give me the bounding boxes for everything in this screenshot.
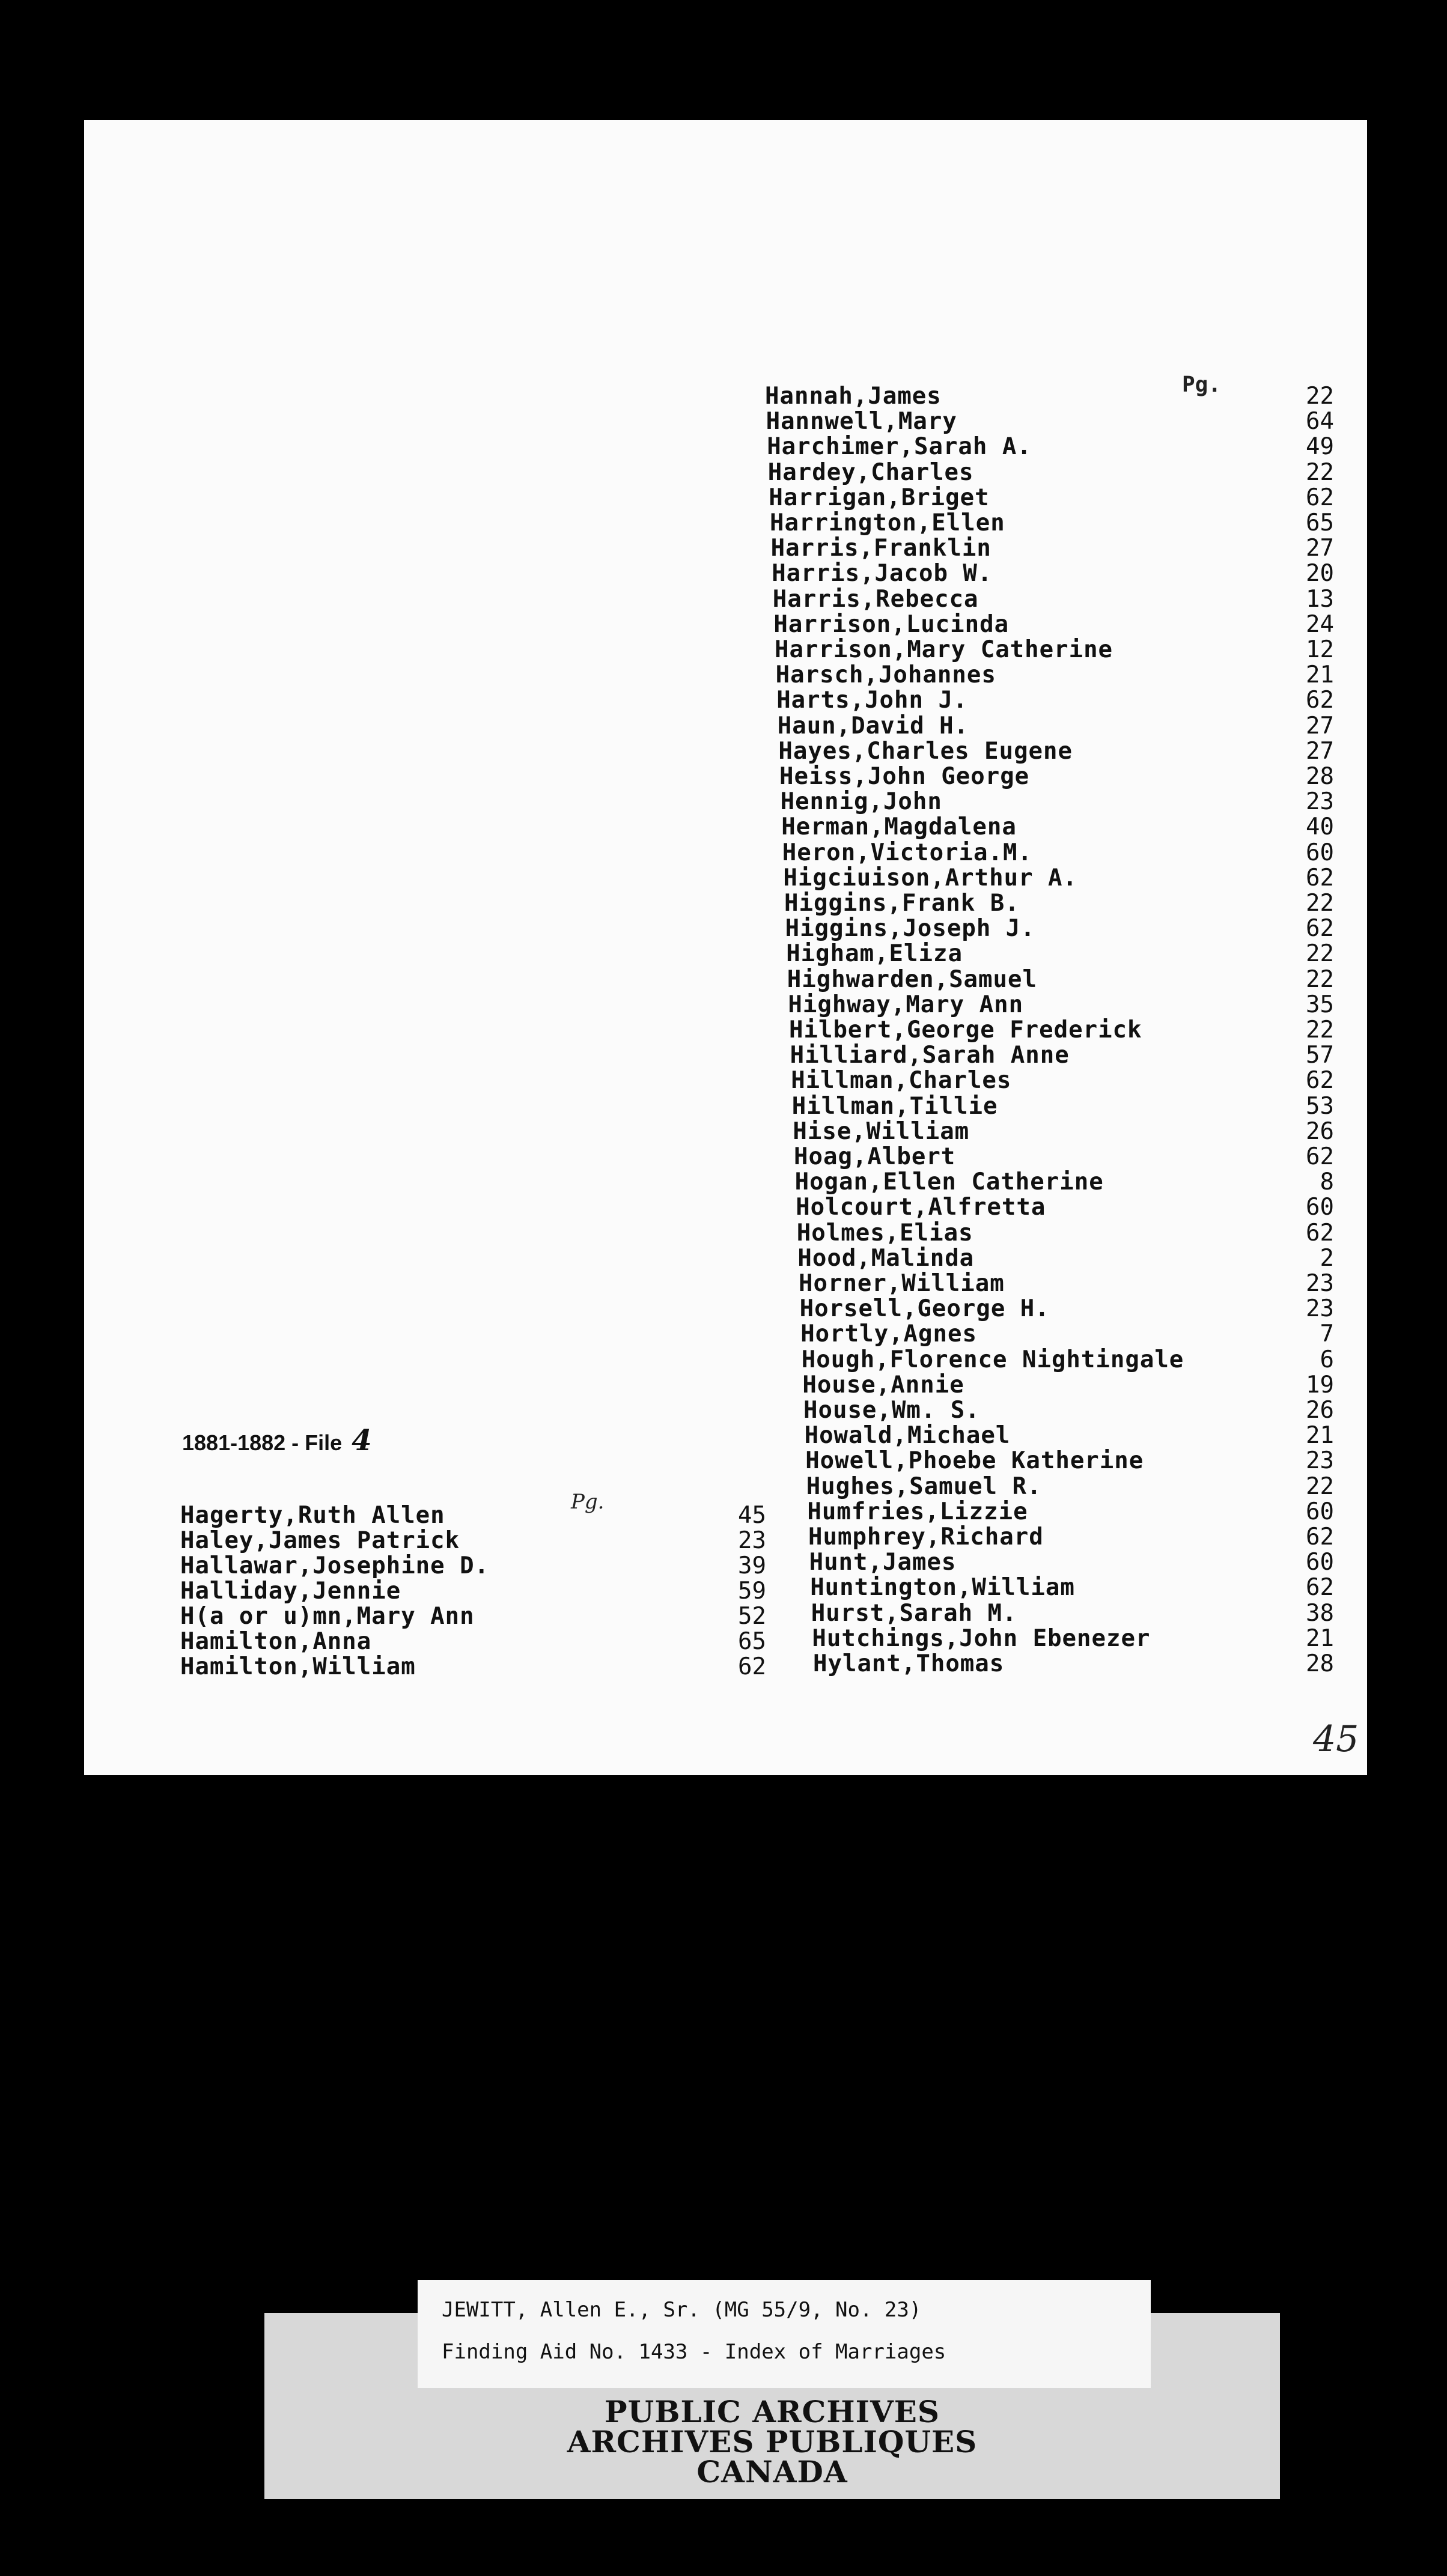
- index-entry-name: Harrigan,Briget: [769, 484, 990, 511]
- index-entry-page: 21: [1306, 661, 1334, 689]
- index-entry-page: 62: [1306, 1523, 1334, 1551]
- index-entry-page: 22: [1306, 1016, 1334, 1043]
- index-entry-page: 22: [1306, 458, 1334, 486]
- index-entry-name: Higciuison,Arthur A.: [783, 864, 1077, 892]
- index-entry-page: 27: [1306, 712, 1334, 740]
- index-entry-name: Highway,Mary Ann: [788, 991, 1024, 1018]
- index-entry-name: Heiss,John George: [779, 763, 1030, 790]
- index-entry-page: 62: [738, 1653, 766, 1680]
- index-entry-name: Hortly,Agnes: [800, 1320, 977, 1348]
- index-entry-name: Humfries,Lizzie: [807, 1498, 1028, 1525]
- index-entry-name: Hannah,James: [765, 383, 942, 410]
- index-entry-page: 62: [1306, 1067, 1334, 1095]
- index-entry-page: 23: [1306, 1447, 1334, 1475]
- index-entry-page: 62: [1306, 687, 1334, 714]
- index-entry-name: Horsell,George H.: [799, 1295, 1050, 1323]
- file-heading-text: 1881-1882 - File: [182, 1430, 343, 1455]
- index-entry-page: 53: [1306, 1092, 1334, 1120]
- index-entry-page: 13: [1306, 585, 1334, 613]
- stamp-line-2: ARCHIVES PUBLIQUES: [567, 2424, 978, 2459]
- index-entry-page: 60: [1306, 1549, 1334, 1576]
- label-line-1: JEWITT, Allen E., Sr. (MG 55/9, No. 23): [442, 2298, 922, 2322]
- index-entry-name: Howell,Phoebe Katherine: [805, 1447, 1144, 1475]
- index-entry-page: 38: [1306, 1599, 1334, 1627]
- index-entry-name: House,Wm. S.: [803, 1397, 980, 1424]
- index-entry-page: 39: [738, 1552, 766, 1579]
- index-page: [84, 120, 1367, 1775]
- index-entry-page: 65: [738, 1628, 766, 1655]
- index-entry-name: H(a or u)mn,Mary Ann: [180, 1603, 475, 1630]
- index-entry-name: Hallawar,Josephine D.: [180, 1552, 490, 1579]
- label-line-2: Finding Aid No. 1433 - Index of Marriages: [442, 2340, 946, 2364]
- index-entry-name: Hillman,Tillie: [791, 1092, 998, 1120]
- pg-label-left: Pg.: [571, 1490, 605, 1514]
- index-entry-name: Hurst,Sarah M.: [811, 1599, 1017, 1627]
- index-entry-name: Harrington,Ellen: [770, 509, 1005, 536]
- index-entry-page: 21: [1306, 1422, 1334, 1450]
- index-entry-page: 35: [1306, 991, 1334, 1018]
- index-entry-page: 23: [1306, 1295, 1334, 1323]
- index-entry-page: 28: [1306, 763, 1334, 790]
- index-entry-name: Hood,Malinda: [797, 1244, 975, 1272]
- index-entry-page: 19: [1306, 1371, 1334, 1399]
- index-entry-name: Higgins,Joseph J.: [785, 915, 1035, 943]
- index-entry-page: 6: [1320, 1346, 1334, 1373]
- page-mark: 45: [1313, 1718, 1359, 1760]
- index-entry-page: 22: [1306, 890, 1334, 917]
- index-entry-name: Hagerty,Ruth Allen: [180, 1502, 445, 1529]
- index-entry-page: 62: [1306, 484, 1334, 511]
- index-entry-page: 22: [1306, 965, 1334, 993]
- pg-label-right: Pg.: [1182, 372, 1222, 397]
- index-entry-name: Herman,Magdalena: [781, 813, 1017, 841]
- index-entry-page: 22: [1306, 1472, 1334, 1500]
- stamp-line-1: PUBLIC ARCHIVES: [605, 2394, 940, 2429]
- index-entry-name: Hylant,Thomas: [813, 1650, 1005, 1677]
- index-entry-page: 26: [1306, 1117, 1334, 1145]
- index-entry-page: 7: [1320, 1320, 1334, 1348]
- index-entry-page: 60: [1306, 839, 1334, 866]
- index-entry-page: 60: [1306, 1194, 1334, 1221]
- index-entry-name: Hoag,Albert: [794, 1143, 956, 1170]
- index-entry-name: Harrison,Mary Catherine: [775, 636, 1113, 663]
- index-entry-name: Harrison,Lucinda: [773, 610, 1010, 638]
- index-entry-page: 21: [1306, 1624, 1334, 1652]
- index-entry-name: Holcourt,Alfretta: [796, 1194, 1046, 1221]
- index-entry-name: Hayes,Charles Eugene: [778, 737, 1073, 765]
- index-entry-name: Harts,John J.: [776, 687, 968, 714]
- index-entry-page: 23: [738, 1527, 766, 1554]
- index-entry-page: 23: [1306, 1270, 1334, 1297]
- index-entry-page: 65: [1306, 509, 1334, 536]
- index-entry-name: Hogan,Ellen Catherine: [794, 1168, 1104, 1196]
- index-entry-name: Hamilton,William: [180, 1653, 416, 1680]
- index-entry-page: 24: [1306, 610, 1334, 638]
- index-entry-name: Heron,Victoria.M.: [782, 839, 1032, 866]
- index-entry-page: 59: [738, 1578, 766, 1605]
- index-entry-name: Highwarden,Samuel: [787, 965, 1037, 993]
- index-entry-page: 27: [1306, 737, 1334, 765]
- index-entry-name: Holmes,Elias: [796, 1219, 973, 1247]
- index-entry-name: Hardey,Charles: [767, 458, 974, 486]
- index-entry-page: 12: [1306, 636, 1334, 663]
- index-entry-page: 45: [738, 1502, 766, 1529]
- index-entry-page: 22: [1306, 383, 1334, 410]
- index-entry-name: Hamilton,Anna: [180, 1628, 372, 1655]
- archive-label-card: [418, 2280, 1151, 2388]
- index-entry-name: House,Annie: [802, 1371, 964, 1399]
- index-entry-name: Harris,Rebecca: [772, 585, 979, 613]
- index-entry-page: 62: [1306, 864, 1334, 892]
- index-entry-name: Horner,William: [799, 1270, 1005, 1297]
- index-entry-name: Hise,William: [793, 1117, 970, 1145]
- index-entry-name: Hughes,Samuel R.: [806, 1472, 1042, 1500]
- index-entry-name: Hilbert,George Frederick: [789, 1016, 1142, 1043]
- index-entry-page: 27: [1306, 535, 1334, 562]
- index-entry-name: Harris,Jacob W.: [772, 560, 993, 588]
- index-entry-page: 62: [1306, 1143, 1334, 1170]
- index-entry-page: 26: [1306, 1397, 1334, 1424]
- stamp-line-3: CANADA: [696, 2454, 848, 2489]
- index-entry-page: 20: [1306, 560, 1334, 588]
- index-entry-page: 28: [1306, 1650, 1334, 1677]
- index-entry-page: 52: [738, 1603, 766, 1630]
- index-entry-name: Harris,Franklin: [770, 535, 992, 562]
- index-entry-page: 49: [1306, 433, 1334, 461]
- file-heading-number: 4: [352, 1424, 372, 1457]
- index-entry-name: Hennig,John: [780, 788, 942, 816]
- index-entry-name: Hough,Florence Nightingale: [801, 1346, 1184, 1373]
- index-entry-name: Haun,David H.: [777, 712, 969, 740]
- index-entry-name: Higgins,Frank B.: [784, 890, 1020, 917]
- index-entry-name: Higham,Eliza: [786, 940, 963, 968]
- index-entry-name: Halliday,Jennie: [180, 1578, 401, 1605]
- file-heading: [182, 1424, 372, 1457]
- index-entry-page: 8: [1320, 1168, 1334, 1196]
- index-entry-name: Howald,Michael: [804, 1422, 1011, 1450]
- index-entry-name: Haley,James Patrick: [180, 1527, 460, 1554]
- index-entry-page: 62: [1306, 1574, 1334, 1602]
- index-entry-name: Harchimer,Sarah A.: [767, 433, 1032, 461]
- index-entry-name: Hunt,James: [809, 1549, 957, 1576]
- index-entry-page: 23: [1306, 788, 1334, 816]
- index-entry-page: 62: [1306, 1219, 1334, 1247]
- index-entry-name: Hannwell,Mary: [766, 408, 957, 436]
- index-entry-name: Hilliard,Sarah Anne: [790, 1042, 1070, 1069]
- index-entry-name: Hutchings,John Ebenezer: [812, 1624, 1151, 1652]
- index-entry-page: 22: [1306, 940, 1334, 968]
- index-entry-name: Huntington,William: [810, 1574, 1075, 1602]
- index-entry-name: Hillman,Charles: [791, 1067, 1012, 1095]
- index-entry-page: 40: [1306, 813, 1334, 841]
- index-entry-page: 62: [1306, 915, 1334, 943]
- index-entry-name: Harsch,Johannes: [775, 661, 996, 689]
- index-entry-page: 2: [1320, 1244, 1334, 1272]
- index-entry-name: Humphrey,Richard: [808, 1523, 1044, 1551]
- index-entry-page: 64: [1306, 408, 1334, 436]
- index-entry-page: 57: [1306, 1042, 1334, 1069]
- index-entry-page: 60: [1306, 1498, 1334, 1525]
